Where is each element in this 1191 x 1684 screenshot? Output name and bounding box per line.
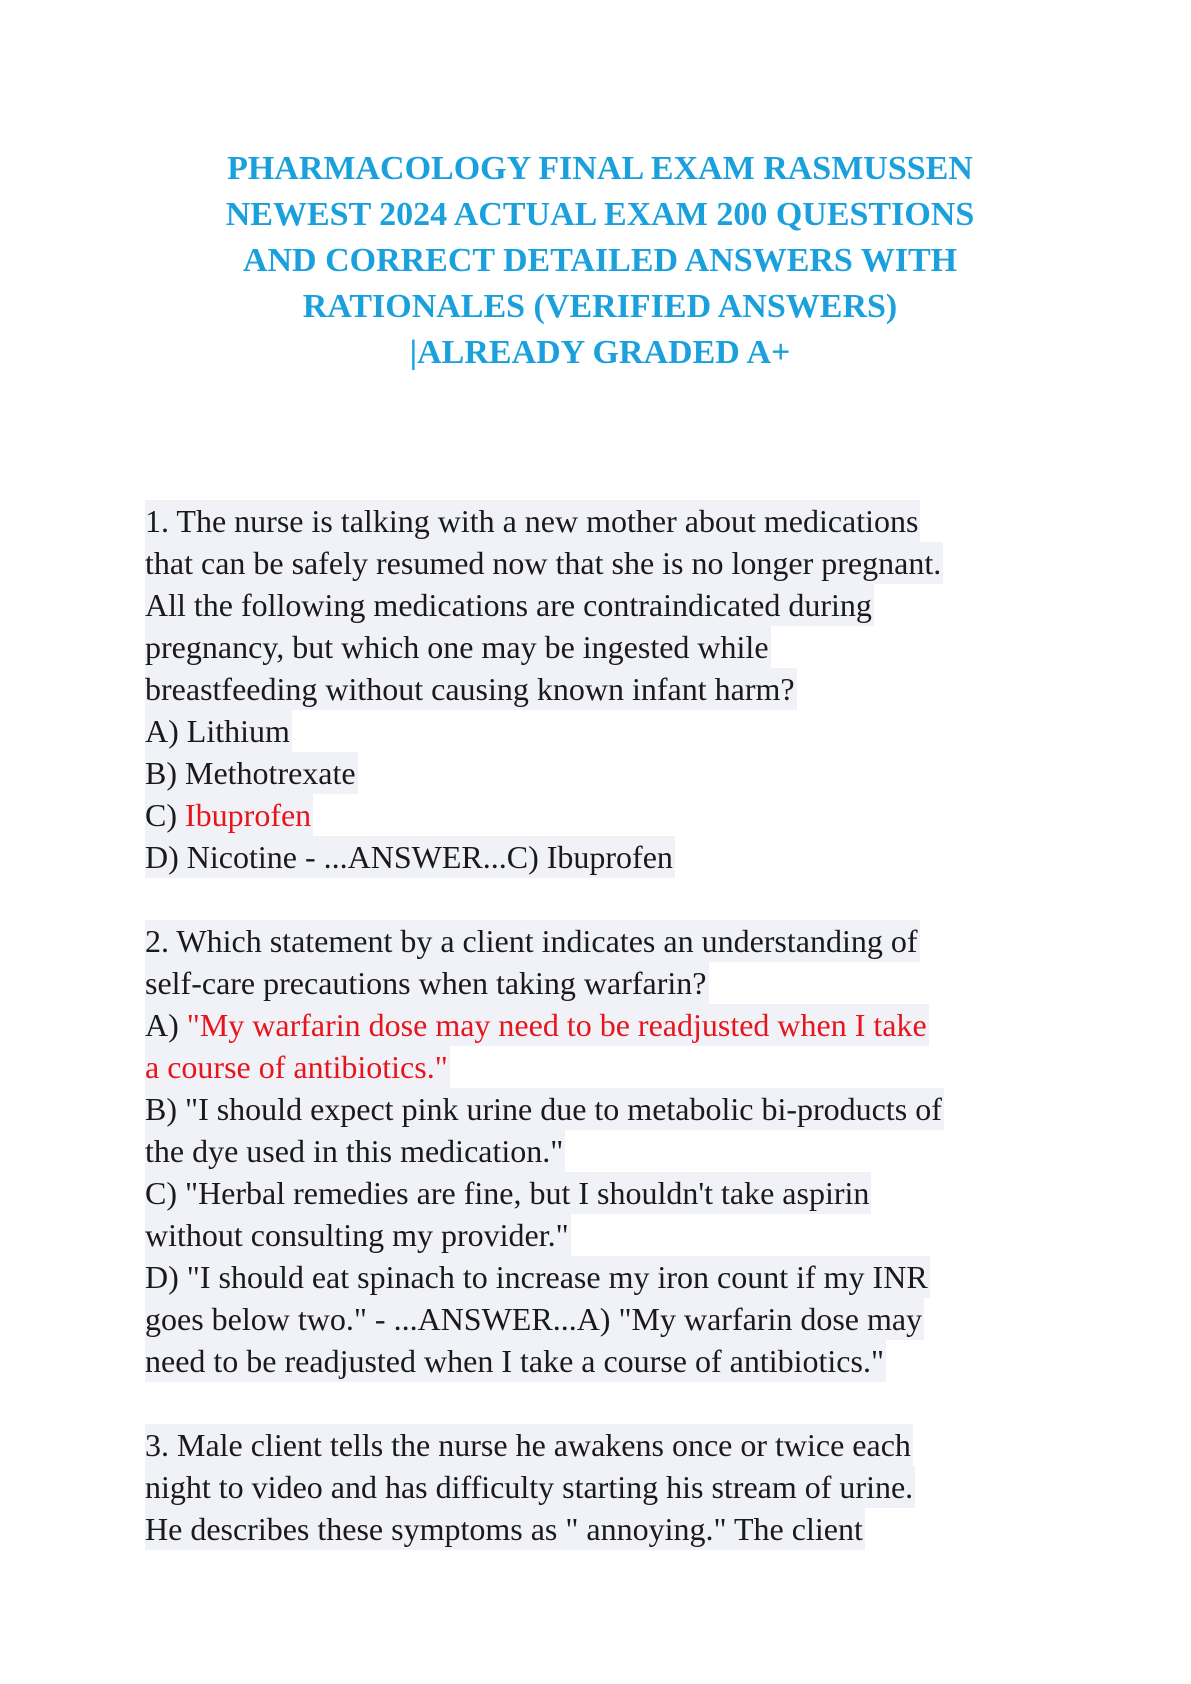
option-d-with-answer: goes below two." - ...ANSWER...A) "My warfarin dose may [145,1298,924,1340]
correct-option-text-continued: a course of antibiotics." [145,1046,450,1088]
correct-option-text: Ibuprofen [185,797,312,833]
option-c [145,794,313,836]
option-d: D) "I should eat spinach to increase my iron count if my INR [145,1256,930,1298]
option-a: A) Lithium [145,710,292,752]
spacer [145,1382,1075,1424]
option-c-continued: without consulting my provider." [145,1214,571,1256]
document-title [130,146,1070,376]
title-line: RATIONALES (VERIFIED ANSWERS) [302,288,898,325]
option-b: B) Methotrexate [145,752,358,794]
title-line: AND CORRECT DETAILED ANSWERS WITH [242,242,958,279]
title-line: NEWEST 2024 ACTUAL EXAM 200 QUESTIONS [225,196,975,233]
question-1 [145,500,1075,878]
question-2 [145,920,1075,1382]
question-text-line: 1. The nurse is talking with a new mother about medications [145,500,920,542]
option-c-prefix: C) [145,797,185,833]
title-line: PHARMACOLOGY FINAL EXAM RASMUSSEN [227,150,973,187]
questions-body [145,500,1075,1550]
option-a [145,1004,929,1046]
question-3 [145,1424,1075,1550]
question-text-line: pregnancy, but which one may be ingested while [145,626,771,668]
question-text-line: He describes these symptoms as " annoying." The client [145,1508,865,1550]
option-d-with-answer: D) Nicotine - ...ANSWER...C) Ibuprofen [145,836,675,878]
option-b-continued: the dye used in this medication." [145,1130,565,1172]
option-a-prefix: A) [145,1007,187,1043]
question-text-line: 3. Male client tells the nurse he awakens once or twice each [145,1424,913,1466]
title-line: |ALREADY GRADED A+ [409,334,791,371]
question-text-line: self-care precautions when taking warfarin? [145,962,709,1004]
option-b: B) "I should expect pink urine due to metabolic bi-products of [145,1088,944,1130]
question-text-line: 2. Which statement by a client indicates an understanding of [145,920,920,962]
question-text-line: breastfeeding without causing known infant harm? [145,668,797,710]
question-text-line: night to video and has difficulty starting his stream of urine. [145,1466,915,1508]
correct-option-text: "My warfarin dose may need to be readjusted when I take [186,1007,927,1043]
question-text-line: that can be safely resumed now that she is no longer pregnant. [145,542,943,584]
question-text-line: All the following medications are contraindicated during [145,584,874,626]
answer-continued: need to be readjusted when I take a course of antibiotics." [145,1340,886,1382]
option-c: C) "Herbal remedies are fine, but I shouldn't take aspirin [145,1172,871,1214]
spacer [145,878,1075,920]
